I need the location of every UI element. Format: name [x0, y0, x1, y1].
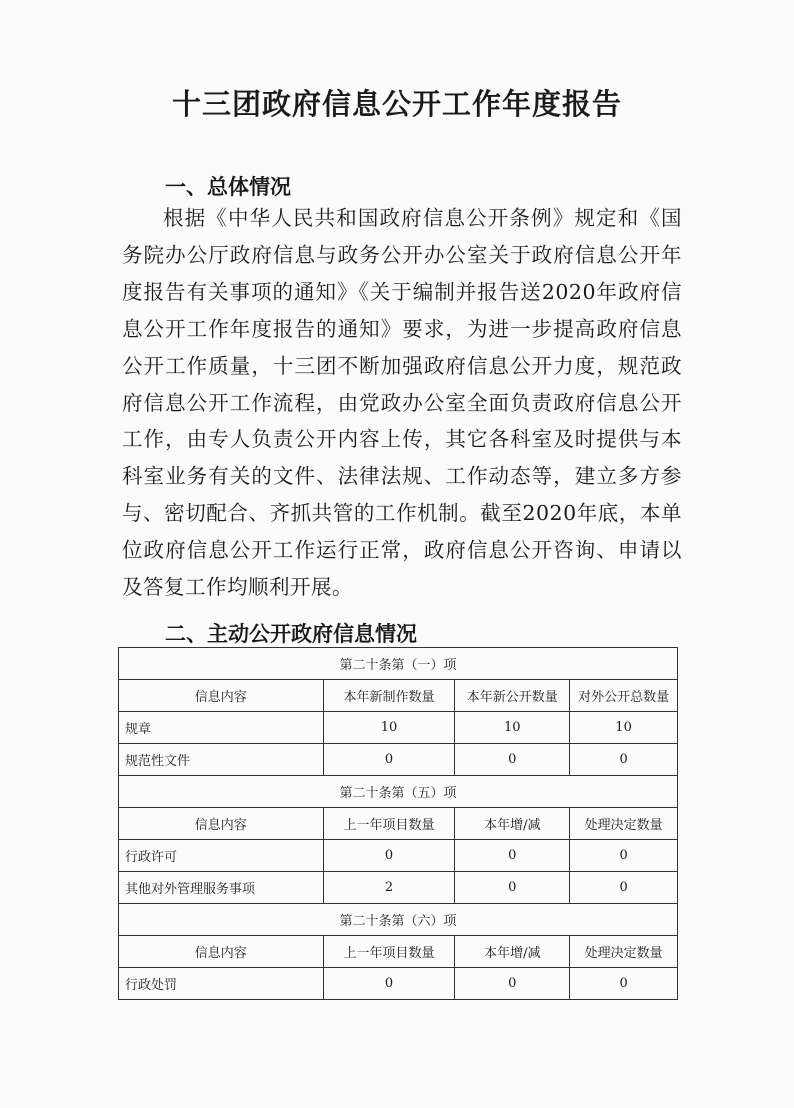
- cell-value: 0: [455, 840, 570, 872]
- table-header-row: [119, 936, 678, 968]
- header-cell: 本年新制作数量: [323, 680, 455, 712]
- section-heading-overview: 一、总体情况: [165, 175, 291, 199]
- header-cell: 处理决定数量: [570, 808, 678, 840]
- cell-value: 10: [455, 712, 570, 744]
- header-cell: 信息内容: [119, 936, 324, 968]
- group-title: 第二十条第（五）项: [119, 776, 678, 808]
- table-group-title-row: [119, 776, 678, 808]
- table-group-title-row: [119, 648, 678, 680]
- cell-value: 2: [323, 872, 455, 904]
- table-header-row: [119, 808, 678, 840]
- cell-value: 0: [455, 872, 570, 904]
- table-row: [119, 840, 678, 872]
- document-title: 十三团政府信息公开工作年度报告: [171, 87, 622, 121]
- cell-value: 10: [323, 712, 455, 744]
- cell-value: 0: [455, 744, 570, 776]
- row-label: 行政处罚: [119, 968, 324, 1000]
- table-header-row: [119, 680, 678, 712]
- cell-value: 0: [323, 840, 455, 872]
- header-cell: 处理决定数量: [570, 936, 678, 968]
- group-title: 第二十条第（一）项: [119, 648, 678, 680]
- header-cell: 本年增/减: [455, 808, 570, 840]
- cell-value: 0: [570, 968, 678, 1000]
- overview-paragraph: 根据《中华人民共和国政府信息公开条例》规定和《国务院办公厅政府信息与政务公开办公室关于政府信息公开年度报告有关事项的通知》《关于编制并报告送2020年政府信息公开工作年度报告的通知》要求，为进一步提高政府信息公开工作质量，十三团不断加强政府信息公开力度，规范政府信息公开工作流程，由党政办公室全面负责政府信息公开工作，由专人负责公开内容上传，其它各科室及时提供与本科室业务有关的文件、法律法规、工作动态等，建立多方参与、密切配合、齐抓共管的工作机制。截至2020年底，本单位政府信息公开工作运行正常，政府信息公开咨询、申请以及答复工作均顺利开展。: [122, 206, 682, 600]
- header-cell: 上一年项目数量: [323, 808, 455, 840]
- row-label: 规章: [119, 712, 324, 744]
- cell-value: 0: [455, 968, 570, 1000]
- section-heading-active-disclosure: 二、主动公开政府信息情况: [165, 622, 417, 646]
- header-cell: 信息内容: [119, 680, 324, 712]
- cell-value: 10: [570, 712, 678, 744]
- header-cell: 本年增/减: [455, 936, 570, 968]
- header-cell: 本年新公开数量: [455, 680, 570, 712]
- table-row: [119, 744, 678, 776]
- table-row: [119, 872, 678, 904]
- header-cell: 信息内容: [119, 808, 324, 840]
- row-label: 行政许可: [119, 840, 324, 872]
- table-group-title-row: [119, 904, 678, 936]
- header-cell: 上一年项目数量: [323, 936, 455, 968]
- table-row: [119, 712, 678, 744]
- cell-value: 0: [323, 744, 455, 776]
- cell-value: 0: [570, 744, 678, 776]
- table-row: [119, 968, 678, 1000]
- cell-value: 0: [570, 840, 678, 872]
- cell-value: 0: [570, 872, 678, 904]
- disclosure-table: [118, 647, 678, 1000]
- row-label: 规范性文件: [119, 744, 324, 776]
- cell-value: 0: [323, 968, 455, 1000]
- row-label: 其他对外管理服务事项: [119, 872, 324, 904]
- header-cell: 对外公开总数量: [570, 680, 678, 712]
- group-title: 第二十条第（六）项: [119, 904, 678, 936]
